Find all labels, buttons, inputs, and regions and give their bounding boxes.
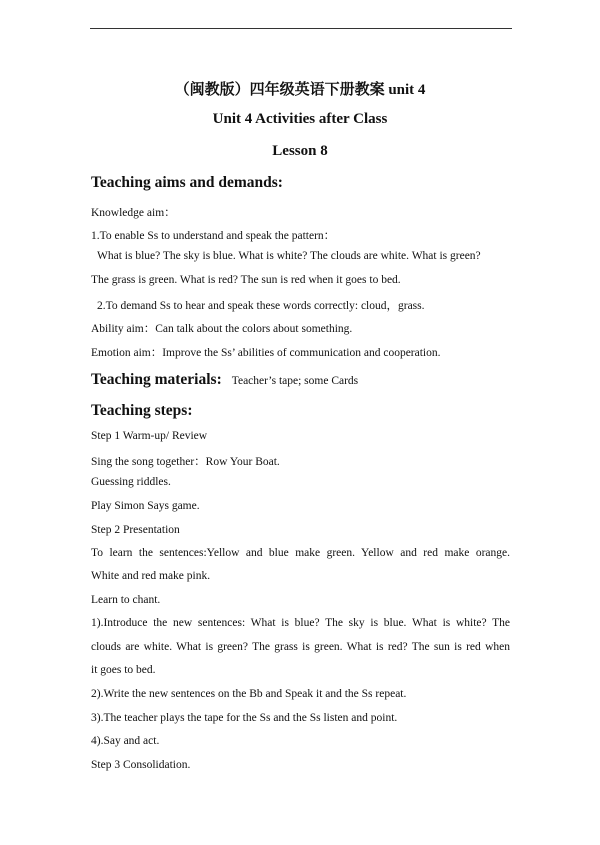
lesson-title: Lesson 8 [272,143,328,159]
emotion-aim: Emotion aim：Improve the Ss’ abilities of communication and cooperation. [91,347,441,359]
header-rule [90,28,512,29]
step-line: Sing the song together：Row Your Boat. [91,456,280,468]
step-line: Play Simon Says game. [91,500,200,512]
materials-heading-text: Teaching materials: [91,371,222,388]
step-line: White and red make pink. [91,570,211,582]
pattern-line-2: The grass is green. What is red? The sun is red when it goes to bed. [91,274,401,286]
knowledge-aim-label: Knowledge aim： [91,207,176,219]
step-line: 1).Introduce the new sentences: What is blue? The sky is blue. What is white? The [91,617,510,629]
ability-aim: Ability aim：Can talk about the colors about something. [91,323,353,335]
aims-heading: Teaching aims and demands: [91,174,283,191]
step-line: it goes to bed. [91,664,156,676]
step-line: Guessing riddles. [91,476,171,488]
steps-heading: Teaching steps: [91,402,193,419]
step-line: Step 1 Warm-up/ Review [91,430,208,442]
step-line: clouds are white. What is green? The grass is green. What is red? The sun is red when [91,641,510,653]
step-line: To learn the sentences:Yellow and blue make green. Yellow and red make orange. [91,547,510,559]
step-line: Step 3 Consolidation. [91,759,191,771]
aim-item-1: 1.To enable Ss to understand and speak the pattern： [91,230,336,242]
step-line: Step 2 Presentation [91,524,180,536]
materials-text: Teacher’s tape; some Cards [231,375,359,387]
materials-heading [91,371,358,389]
document-title: （闽教版）四年级英语下册教案 unit 4 [174,82,426,98]
unit-title: Unit 4 Activities after Class [212,111,388,127]
aim-item-2: 2.To demand Ss to hear and speak these words correctly: cloud，grass. [97,300,425,312]
step-line: Learn to chant. [91,594,161,606]
step-line: 4).Say and act. [91,735,160,747]
step-line: 3).The teacher plays the tape for the Ss and the Ss listen and point. [91,712,398,724]
step-line: 2).Write the new sentences on the Bb and Speak it and the Ss repeat. [91,688,407,700]
pattern-line-1: What is blue? The sky is blue. What is white? The clouds are white. What is green? [97,250,481,262]
